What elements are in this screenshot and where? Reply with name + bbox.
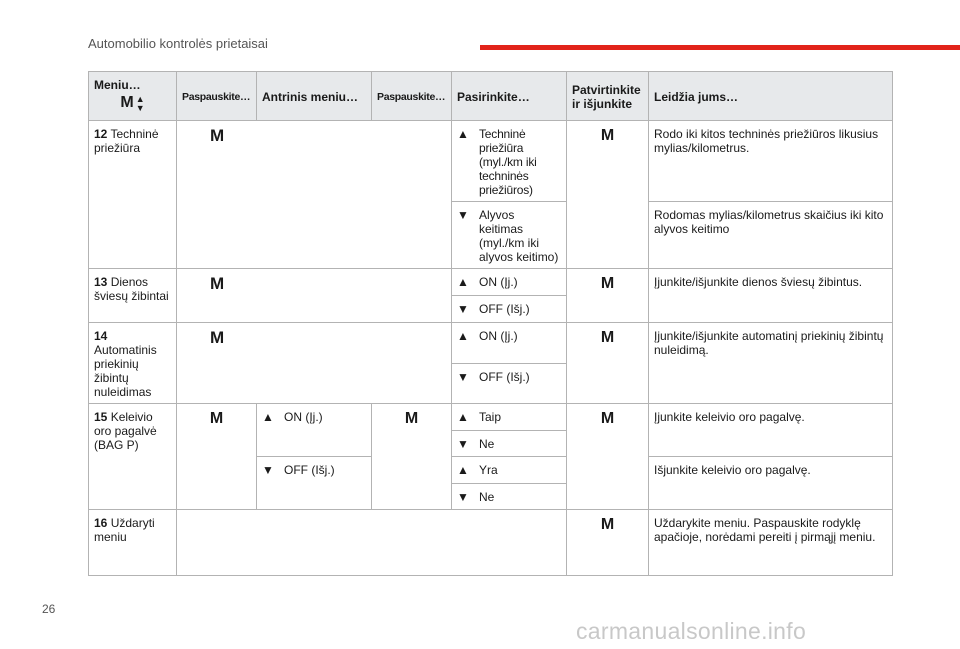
description-cell: Įjunkite/išjunkite automatinį priekinių žibintų nuleidimą. — [649, 323, 893, 404]
header-submenu: Antrinis meniu… — [257, 72, 372, 121]
select-cell — [452, 202, 567, 269]
up-arrow-icon: ▲ — [457, 275, 469, 289]
confirm-cell — [567, 404, 649, 510]
table-row — [89, 404, 893, 431]
down-arrow-icon: ▼ — [457, 369, 469, 384]
down-arrow-icon: ▼ — [457, 208, 469, 222]
confirm-cell — [567, 323, 649, 404]
table-row — [89, 510, 893, 576]
select-cell — [452, 457, 567, 484]
watermark: carmanualsonline.info — [576, 618, 807, 644]
press-cell — [177, 323, 452, 404]
m-button-icon: M — [600, 516, 615, 533]
option-label: OFF (Išj.) — [479, 369, 530, 384]
description-cell: Įjunkite keleivio oro pagalvę. — [649, 404, 893, 457]
menu-item-12: 12 Techninė priežiūra — [89, 121, 177, 269]
select-cell — [452, 121, 567, 202]
header-press-2: Paspauskite… — [372, 72, 452, 121]
page-number: 26 — [42, 602, 56, 616]
m-button-icon: M — [600, 329, 615, 346]
option-label: Ne — [479, 437, 495, 451]
select-cell — [452, 404, 567, 431]
description-cell: Rodo iki kitos techninės priežiūros likusius mylias/kilometrus. — [649, 121, 893, 202]
option-label: ON (Įj.) — [479, 275, 518, 289]
section-title: Automobilio kontrolės prietaisai — [88, 36, 268, 51]
m-button-icon: M — [210, 274, 225, 293]
header-select: Pasirinkite… — [452, 72, 567, 121]
table-header-row — [89, 72, 893, 121]
menu-item-13: 13 Dienos šviesų žibintai — [89, 269, 177, 323]
m-button-icon: M — [600, 275, 615, 292]
header-confirm: Patvirtinkite ir išjunkite — [567, 72, 649, 121]
menu-item-15: 15 Keleivio oro pagalvė (BAG P) — [89, 404, 177, 510]
down-arrow-icon: ▼ — [457, 490, 469, 504]
menu-table — [88, 71, 893, 576]
select-cell — [452, 269, 567, 296]
option-label: ON (Įj.) — [479, 329, 518, 343]
m-button-icon: M — [120, 94, 134, 111]
header-menu — [89, 72, 177, 121]
confirm-cell — [567, 510, 649, 576]
select-cell — [452, 431, 567, 457]
option-label: Ne — [479, 490, 495, 504]
m-button-icon: M — [404, 410, 419, 427]
empty-cell — [177, 510, 567, 576]
m-button-icon: M — [210, 126, 225, 145]
m-button-icon: M — [600, 410, 615, 427]
submenu-cell — [257, 457, 372, 510]
menu-item-14: 14 Automatinis priekinių žibintų nuleidimas — [89, 323, 177, 404]
up-arrow-icon: ▲ — [262, 410, 274, 424]
description-cell: Uždarykite meniu. Paspauskite rodyklę apačioje, norėdami pereiti į pirmąjį meniu. — [649, 510, 893, 576]
option-label: Techninė priežiūra (myl./km iki techninės priežiūros) — [479, 127, 537, 197]
submenu-label: ON (Įj.) — [284, 410, 323, 424]
m-button-icon: M — [210, 328, 225, 347]
menu-item-16: 16 Uždaryti meniu — [89, 510, 177, 576]
option-label: Yra — [479, 463, 498, 477]
press-cell — [372, 404, 452, 510]
press-cell — [177, 404, 257, 510]
submenu-label: OFF (Išj.) — [284, 463, 335, 477]
confirm-cell — [567, 121, 649, 269]
down-arrow-icon: ▼ — [262, 463, 274, 477]
table-row — [89, 269, 893, 296]
m-button-icon: M — [209, 410, 224, 427]
description-cell: Išjunkite keleivio oro pagalvę. — [649, 457, 893, 510]
table-row — [89, 323, 893, 364]
table-row — [89, 121, 893, 202]
header-accent-bar — [480, 45, 960, 50]
up-down-arrows-icon: ▲ ▼ — [135, 93, 145, 113]
up-arrow-icon: ▲ — [457, 329, 469, 343]
up-arrow-icon: ▲ — [457, 410, 469, 424]
header-menu-label: Meniu… — [94, 78, 141, 92]
confirm-cell — [567, 269, 649, 323]
up-arrow-icon: ▲ — [457, 127, 469, 141]
select-cell — [452, 363, 567, 404]
press-cell — [177, 121, 452, 269]
description-cell: Rodomas mylias/kilometrus skaičius iki kito alyvos keitimo — [649, 202, 893, 269]
select-cell — [452, 323, 567, 364]
header-allows: Leidžia jums… — [649, 72, 893, 121]
option-label: Taip — [479, 410, 502, 424]
option-label: OFF (Išj.) — [479, 302, 530, 316]
option-label: Alyvos keitimas (myl./km iki alyvos keitimo) — [479, 208, 559, 264]
description-cell: Įjunkite/išjunkite dienos šviesų žibintus. — [649, 269, 893, 323]
submenu-cell — [257, 404, 372, 457]
select-cell — [452, 484, 567, 510]
select-cell — [452, 296, 567, 323]
down-arrow-icon: ▼ — [457, 437, 469, 451]
header-press-1: Paspauskite… — [177, 72, 257, 121]
m-button-icon: M — [600, 127, 615, 144]
press-cell — [177, 269, 452, 323]
menu-m-arrows-icon — [94, 94, 171, 113]
down-arrow-icon: ▼ — [457, 302, 469, 316]
up-arrow-icon: ▲ — [457, 463, 469, 477]
